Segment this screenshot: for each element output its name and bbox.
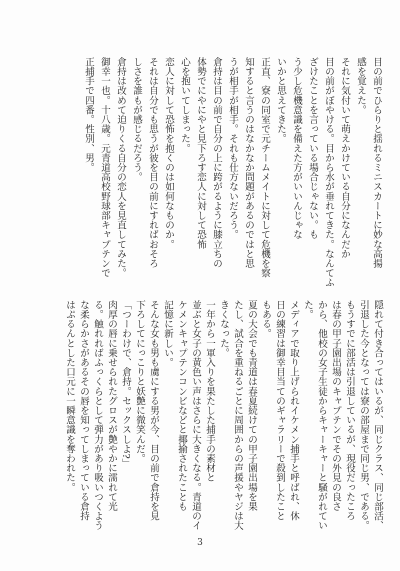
text-line: いかと思えてきた。: [275, 57, 286, 144]
text-line: それに気付いて萌えかけている自分になんだか: [339, 57, 350, 259]
text-line: 倉持は改めて迫りくる自分の恋人を見直してみた。: [115, 57, 126, 278]
text-line: 正捕手で四番。性別、男。: [83, 57, 94, 173]
text-line: 「つーわけで、倉持。セックスしよ?」: [120, 300, 131, 469]
text-line: はぷるんとした口元に一瞬意識を奪われた。: [64, 300, 75, 492]
text-line: 正直、寮の同室で元チームメイトに対して危機を察: [259, 57, 270, 278]
text-line: 心を抱いてしまった。: [179, 57, 190, 153]
text-block-lower: [62, 300, 384, 532]
text-line: 夏の大会でも青道は春夏続けての甲子園出場を果: [246, 300, 257, 512]
page-number: 3: [197, 538, 203, 548]
text-line: しさを誰もが感じるだろう。: [131, 57, 142, 182]
text-line: 一年から一軍入りを果たした捕手の素材と: [204, 300, 215, 483]
text-line: る。触れればふっくらとして弾力があり吸いつくよう: [92, 300, 103, 531]
text-line: 引退した今となっては寮の部屋まで同じ男、である。: [358, 300, 369, 531]
text-line: ケメンキャプテンコンビなどと揶揄されたことも: [176, 300, 187, 512]
text-line: 体勢でにやにやと見下ろす恋人に対して恐怖: [195, 57, 206, 249]
text-line: 知すると言うのはなかなか問題があるのではと思: [243, 57, 254, 269]
text-line: そんな女も男も虜にする男が今、目の前で倉持を見: [148, 300, 159, 521]
text-line: 目の前でひらりと揺れるミニスカートに妙な高揚: [371, 57, 382, 269]
text-line: 日の練習は御幸目当てのギャラリーで殺到したこと: [274, 300, 285, 521]
text-line: きくなった。: [218, 300, 229, 358]
text-line: うが相手が相手。それも仕方ないだろう。: [227, 57, 238, 240]
text-line: もうすでに部活は引退しているが、現役だったころ: [344, 300, 355, 521]
text-line: それは自分でも思うが彼を目の前にすればおそろ: [147, 57, 158, 269]
text-line: もある。: [260, 300, 271, 339]
text-line: 記憶に新しい。: [162, 300, 173, 368]
text-line: から、他校の女子生徒からキャーキャーと騒がれてい: [316, 300, 327, 531]
text-line: 下ろしてにっこりと妖艶に微笑んだ。: [134, 300, 145, 464]
text-line: 隠れて付き合ってはいるが、同じクラス、同じ部活、: [372, 300, 383, 531]
text-line: 倉持は目の前で自分の上に跨がるように膝立ちの: [211, 57, 222, 269]
text-line: 感を覚えた。: [355, 57, 366, 115]
text-line: 恋人に対して恐怖を抱くのは如何なものか。: [163, 57, 174, 249]
text-line: た。: [302, 300, 313, 320]
text-line: う少し危機意識を備えた方がいいんじゃな: [291, 57, 302, 240]
text-line: は春の甲子園出場のキャプテンでその外見の良さ: [330, 300, 341, 512]
text-line: な柔らかさがあるその唇を知ってしまっている倉持: [78, 300, 89, 521]
text-line: ざけたことを言っている場合じゃない。も: [307, 57, 318, 240]
text-line: 並ぶと女子の黄色い声はさらに大きくなる。青道のイ: [190, 300, 201, 531]
text-block-upper: [80, 57, 384, 289]
text-line: たし、試合を重ねるごとに周囲からの声援やヤジは大: [232, 300, 243, 531]
text-line: 肉厚の唇に乗せられたグロスが艶やかに濡れて光: [106, 300, 117, 512]
text-line: メディアで取り上げられイケメン捕手と呼ばれ、休: [288, 300, 299, 521]
text-line: 御幸一也。十八歳。元青道高校野球部キャプテンで: [99, 57, 110, 278]
text-line: 目の前がぼやける。目から水が垂れてきた。なんてふ: [323, 57, 334, 288]
